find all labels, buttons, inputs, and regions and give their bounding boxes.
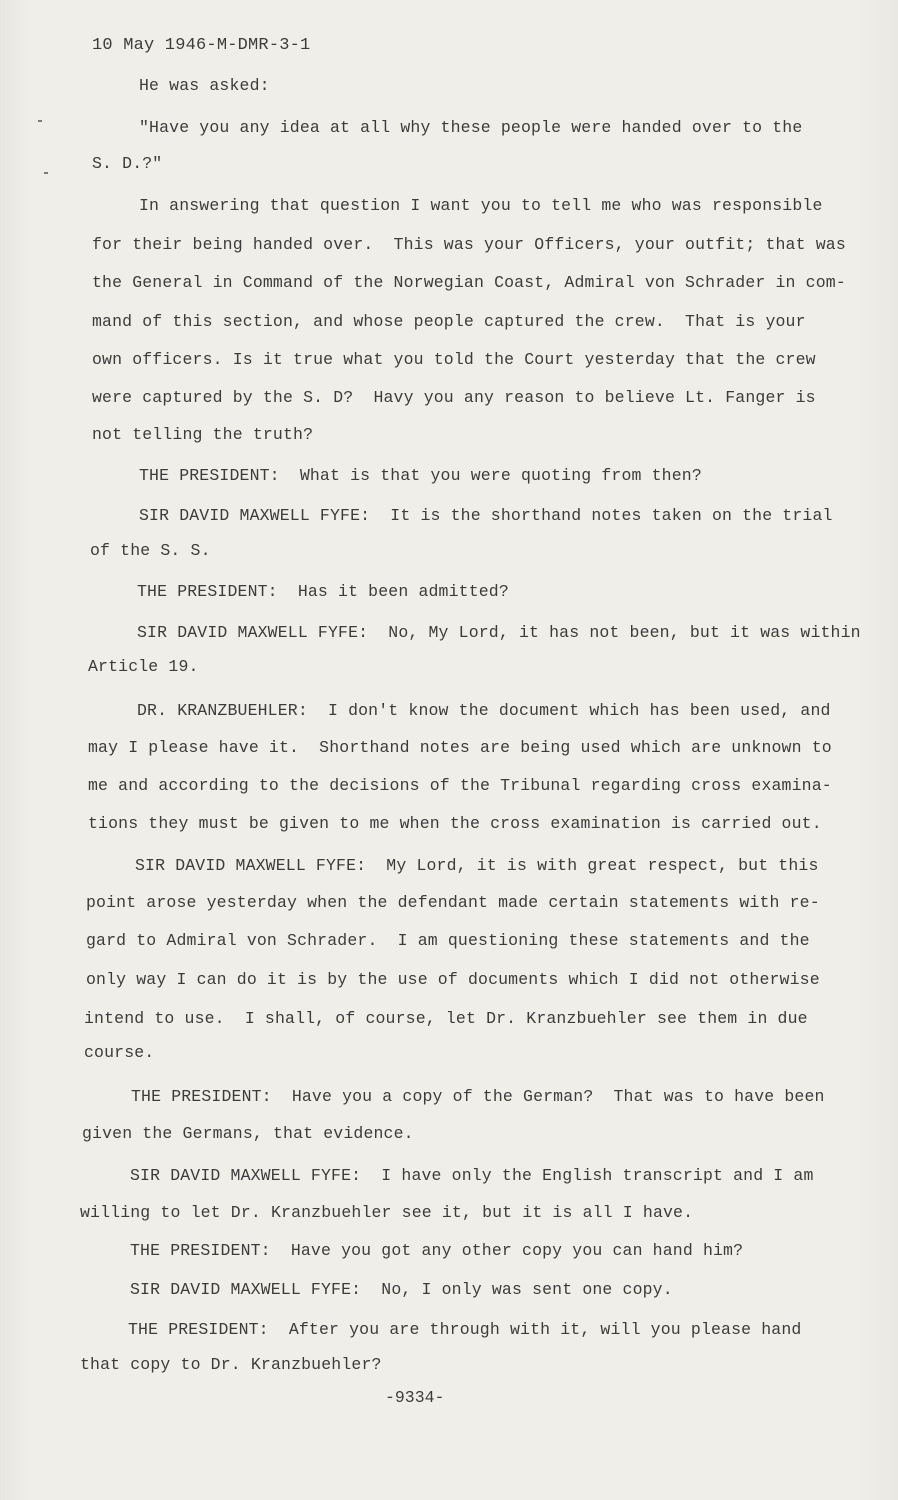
text-line: SIR DAVID MAXWELL FYFE: It is the shorthand notes taken on the trial: [139, 506, 833, 525]
text-line: point arose yesterday when the defendant made certain statements with re-: [86, 893, 820, 912]
text-line: course.: [84, 1043, 155, 1062]
text-line: THE PRESIDENT: What is that you were quoting from then?: [139, 466, 702, 485]
text-line: THE PRESIDENT: Have you a copy of the German? That was to have been: [131, 1087, 825, 1106]
text-line: own officers. Is it true what you told the Court yesterday that the crew: [92, 350, 816, 369]
text-line: THE PRESIDENT: Have you got any other copy you can hand him?: [130, 1241, 744, 1260]
text-line: S. D.?": [92, 154, 163, 173]
text-line: for their being handed over. This was your Officers, your outfit; that was: [92, 235, 846, 254]
margin-mark: [38, 120, 42, 122]
margin-mark: [44, 172, 48, 174]
text-line: that copy to Dr. Kranzbuehler?: [80, 1355, 382, 1374]
text-line: SIR DAVID MAXWELL FYFE: No, My Lord, it has not been, but it was within: [137, 623, 861, 642]
text-line: tions they must be given to me when the cross examination is carried out.: [88, 814, 822, 833]
text-line: intend to use. I shall, of course, let Dr. Kranzbuehler see them in due: [84, 1009, 808, 1028]
text-line: DR. KRANZBUEHLER: I don't know the document which has been used, and: [137, 701, 831, 720]
text-line: the General in Command of the Norwegian Coast, Admiral von Schrader in com-: [92, 273, 846, 292]
text-line: THE PRESIDENT: Has it been admitted?: [137, 582, 509, 601]
text-line: me and according to the decisions of the Tribunal regarding cross examina-: [88, 776, 832, 795]
page-number: -9334-: [385, 1388, 445, 1407]
text-line: may I please have it. Shorthand notes are being used which are unknown to: [88, 738, 832, 757]
text-line: were captured by the S. D? Havy you any reason to believe Lt. Fanger is: [92, 388, 816, 407]
text-line: "Have you any idea at all why these people were handed over to the: [139, 118, 803, 137]
text-line: of the S. S.: [90, 541, 211, 560]
text-line: SIR DAVID MAXWELL FYFE: No, I only was sent one copy.: [130, 1280, 673, 1299]
text-line: gard to Admiral von Schrader. I am questioning these statements and the: [86, 931, 810, 950]
text-line: THE PRESIDENT: After you are through with it, will you please hand: [128, 1320, 802, 1339]
document-header: 10 May 1946-M-DMR-3-1: [92, 36, 311, 55]
text-line: only way I can do it is by the use of documents which I did not otherwise: [86, 970, 820, 989]
text-line: not telling the truth?: [92, 425, 314, 444]
text-line: mand of this section, and whose people captured the crew. That is your: [92, 312, 806, 331]
text-line: willing to let Dr. Kranzbuehler see it, but it is all I have.: [80, 1203, 694, 1222]
text-line: SIR DAVID MAXWELL FYFE: I have only the English transcript and I am: [130, 1166, 814, 1185]
text-line: In answering that question I want you to tell me who was responsible: [139, 196, 823, 215]
text-line: SIR DAVID MAXWELL FYFE: My Lord, it is with great respect, but this: [135, 856, 819, 875]
text-line: given the Germans, that evidence.: [82, 1124, 414, 1143]
text-line: Article 19.: [88, 657, 199, 676]
text-line: He was asked:: [139, 76, 270, 95]
